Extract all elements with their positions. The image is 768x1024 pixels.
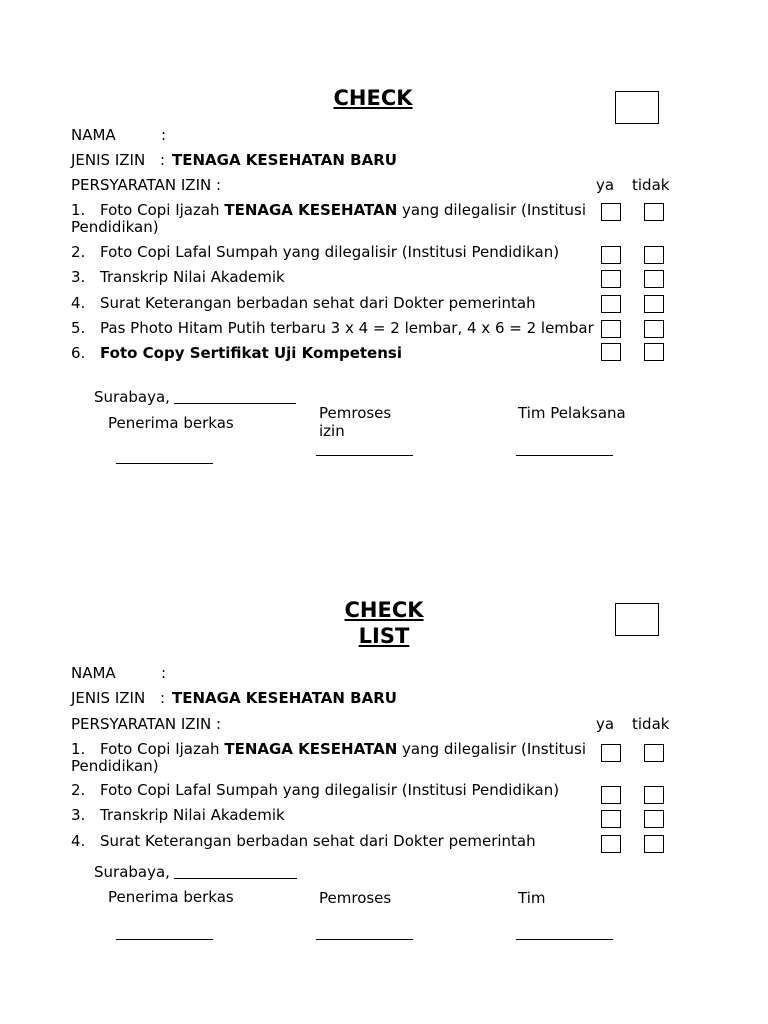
date-line [174, 403, 296, 404]
persyaratan-label: PERSYARATAN IZIN : [71, 176, 222, 194]
signature-line [316, 939, 413, 940]
checkbox-ya[interactable] [601, 320, 621, 338]
signature-line [516, 939, 613, 940]
item-text: Surat Keterangan berbadan sehat dari Dokter pemerintah [100, 832, 536, 850]
nama-colon: : [161, 664, 167, 682]
nama-label: NAMA [71, 664, 116, 682]
item-number: 4. [71, 832, 86, 850]
item-number: 4. [71, 294, 86, 312]
item-text-continued: Pendidikan) [71, 218, 159, 236]
item-text: Foto Copi Ijazah TENAGA KESEHATAN yang dilegalisir (Institusi [100, 740, 586, 758]
form-title: CHECK [333, 86, 413, 110]
form-title-continued: LIST [358, 624, 410, 648]
pemroses-label-continued: izin [319, 422, 345, 440]
checkbox-ya[interactable] [601, 835, 621, 853]
tim-pelaksana-label: Tim Pelaksana [518, 404, 626, 422]
item-text-continued: Pendidikan) [71, 757, 159, 775]
item-number: 1. [71, 201, 86, 219]
signature-line [516, 455, 613, 456]
checkbox-tidak[interactable] [644, 835, 664, 853]
item-text: Foto Copy Sertifikat Uji Kompetensi [100, 344, 402, 362]
item-number: 3. [71, 806, 86, 824]
jenis-izin-label: JENIS IZIN [71, 151, 146, 169]
item-number: 5. [71, 319, 86, 337]
checkbox-tidak[interactable] [644, 744, 664, 762]
checkbox-tidak[interactable] [644, 295, 664, 313]
stamp-box [615, 91, 659, 124]
checkbox-ya[interactable] [601, 810, 621, 828]
item-text: Transkrip Nilai Akademik [100, 268, 285, 286]
column-tidak: tidak [632, 176, 670, 194]
surabaya-label: Surabaya, [94, 863, 170, 881]
nama-label: NAMA [71, 126, 116, 144]
item-text: Foto Copi Lafal Sumpah yang dilegalisir (Institusi Pendidikan) [100, 781, 560, 799]
signature-line [316, 455, 413, 456]
jenis-izin-value: TENAGA KESEHATAN BARU [172, 689, 397, 707]
item-number: 1. [71, 740, 86, 758]
form-title: CHECK [344, 598, 424, 622]
jenis-izin-colon: : [160, 151, 166, 169]
checkbox-tidak[interactable] [644, 270, 664, 288]
signature-line [116, 939, 213, 940]
tim-label: Tim [518, 889, 546, 907]
checkbox-ya[interactable] [601, 295, 621, 313]
checkbox-ya[interactable] [601, 744, 621, 762]
jenis-izin-value: TENAGA KESEHATAN BARU [172, 151, 397, 169]
checkbox-ya[interactable] [601, 786, 621, 804]
column-tidak: tidak [632, 715, 670, 733]
checkbox-tidak[interactable] [644, 786, 664, 804]
item-number: 2. [71, 243, 86, 261]
signature-line [116, 463, 213, 464]
checkbox-tidak[interactable] [644, 810, 664, 828]
penerima-berkas-label: Penerima berkas [108, 888, 234, 906]
jenis-izin-label: JENIS IZIN [71, 689, 146, 707]
checkbox-ya[interactable] [601, 246, 621, 264]
penerima-berkas-label: Penerima berkas [108, 414, 234, 432]
item-text: Surat Keterangan berbadan sehat dari Dokter pemerintah [100, 294, 536, 312]
column-ya: ya [596, 176, 615, 194]
item-text: Foto Copi Lafal Sumpah yang dilegalisir (Institusi Pendidikan) [100, 243, 560, 261]
checkbox-ya[interactable] [601, 343, 621, 361]
nama-colon: : [161, 126, 167, 144]
checkbox-tidak[interactable] [644, 203, 664, 221]
item-number: 3. [71, 268, 86, 286]
stamp-box [615, 603, 659, 636]
item-number: 2. [71, 781, 86, 799]
column-ya: ya [596, 715, 615, 733]
checkbox-tidak[interactable] [644, 320, 664, 338]
checkbox-ya[interactable] [601, 270, 621, 288]
item-text: Pas Photo Hitam Putih terbaru 3 x 4 = 2 lembar, 4 x 6 = 2 lembar [100, 319, 594, 337]
jenis-izin-colon: : [160, 689, 166, 707]
item-number: 6. [71, 344, 86, 362]
checkbox-tidak[interactable] [644, 246, 664, 264]
persyaratan-label: PERSYARATAN IZIN : [71, 715, 222, 733]
surabaya-label: Surabaya, [94, 388, 170, 406]
checkbox-tidak[interactable] [644, 343, 664, 361]
item-text: Foto Copi Ijazah TENAGA KESEHATAN yang dilegalisir (Institusi [100, 201, 586, 219]
pemroses-label: Pemroses [319, 889, 392, 907]
pemroses-label: Pemroses [319, 404, 392, 422]
date-line [174, 878, 297, 879]
checkbox-ya[interactable] [601, 203, 621, 221]
item-text: Transkrip Nilai Akademik [100, 806, 285, 824]
